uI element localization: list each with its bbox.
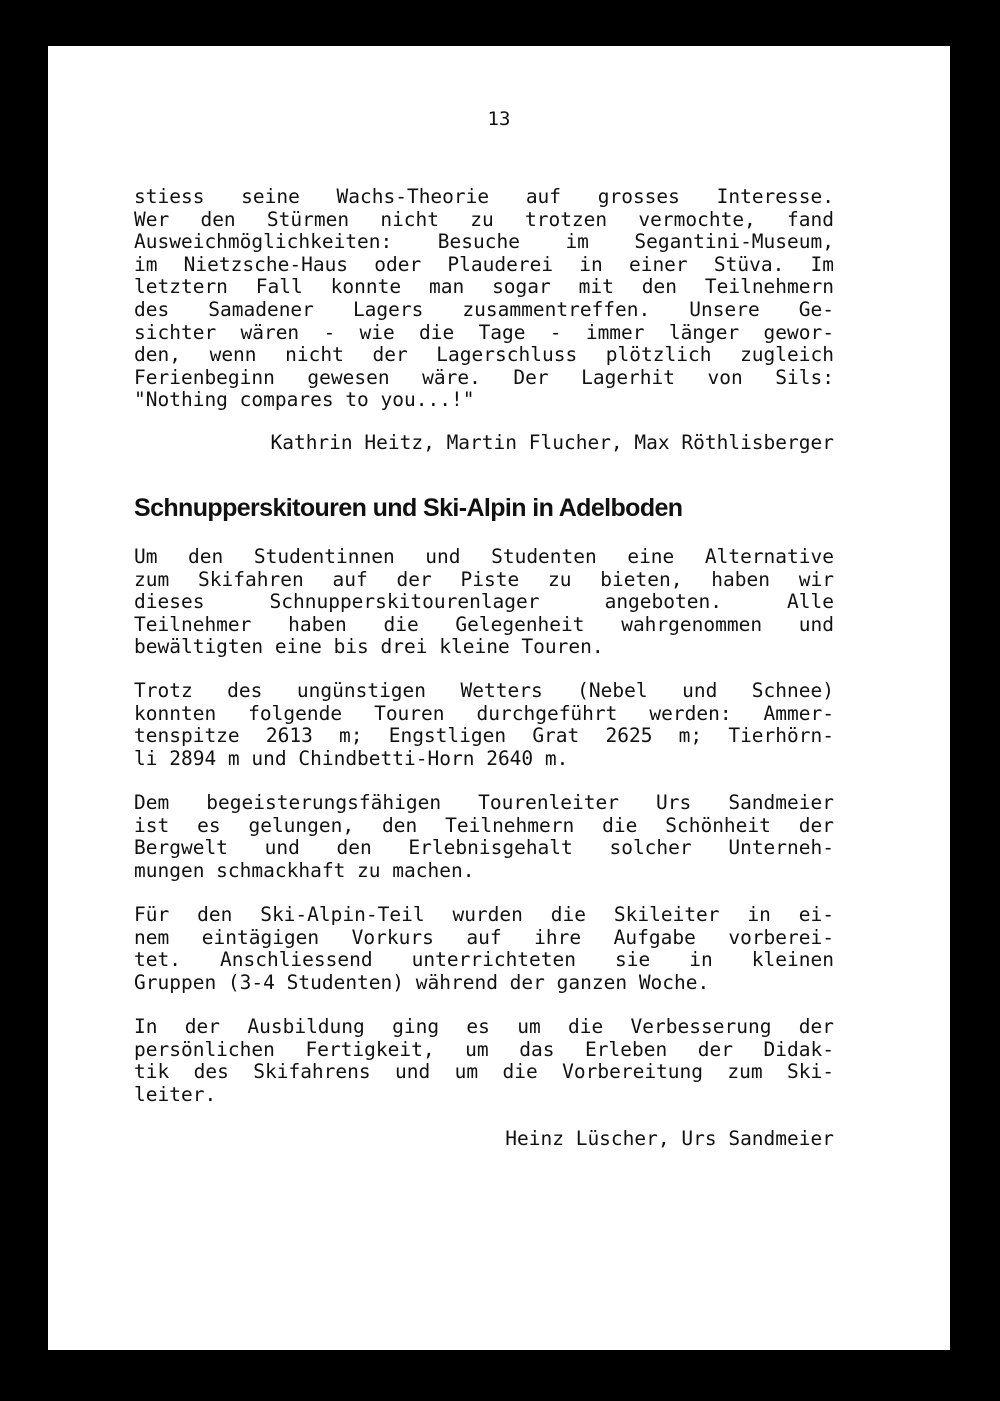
text-line: dieses Schnupperskitourenlager angeboten. Alle [134,591,834,614]
text-line: Ausweichmöglichkeiten: Besuche im Segantini-Museum, [134,231,834,254]
text-line: sichter wären - wie die Tage - immer länger gewor- [134,321,834,344]
text-line: bewältigten eine bis drei kleine Touren. [134,636,604,659]
text-line: ist es gelungen, den Teilnehmern die Schönheit der [134,814,834,837]
text-line: tet. Anschliessend unterrichteten sie in kleinen [134,949,834,972]
text-line: persönlichen Fertigkeit, um das Erleben der Didak- [134,1038,834,1061]
text-line: tik des Skifahrens und um die Vorbereitung zum Ski- [134,1061,834,1084]
body-paragraph [134,680,834,770]
text-line: Bergwelt und den Erlebnisgehalt solcher Unterneh- [134,837,834,860]
document-page [48,46,950,1350]
body-paragraph [134,792,834,882]
text-line: den, wenn nicht der Lagerschluss plötzlich zugleich [134,344,834,367]
text-line: tenspitze 2613 m; Engstligen Grat 2625 m; Tierhörn- [134,725,834,748]
text-line: leiter. [134,1083,217,1106]
section-heading: Schnupperskitouren und Ski-Alpin in Adelboden [134,494,683,522]
body-paragraph [134,1016,834,1106]
body-paragraph [134,904,834,994]
page-number: 13 [487,108,511,130]
text-line: nem eintägigen Vorkurs auf ihre Aufgabe vorberei- [134,926,834,949]
text-line: im Nietzsche-Haus oder Plauderei in einer Stüva. Im [134,253,834,276]
text-line: In der Ausbildung ging es um die Verbesserung der [134,1016,834,1038]
text-line: letztern Fall konnte man sogar mit den Teilnehmern [134,276,834,299]
body-paragraph [134,546,834,659]
text-line: li 2894 m und Chindbetti-Horn 2640 m. [134,747,569,770]
text-line: Trotz des ungünstigen Wetters (Nebel und Schnee) [134,680,834,702]
author-signature: Heinz Lüscher, Urs Sandmeier [505,1127,834,1150]
text-line: Für den Ski-Alpin-Teil wurden die Skileiter in ei- [134,904,834,926]
text-line: Teilnehmer haben die Gelegenheit wahrgenommen und [134,613,834,636]
text-line: Dem begeisterungsfähigen Tourenleiter Urs Sandmeier [134,792,834,814]
text-line: mungen schmackhaft zu machen. [134,859,475,882]
text-line: "Nothing compares to you...!" [134,389,475,412]
text-line: Um den Studentinnen und Studenten eine Alternative [134,546,834,568]
text-line: Ferienbeginn gewesen wäre. Der Lagerhit von Sils: [134,366,834,389]
text-line: Wer den Stürmen nicht zu trotzen vermochte, fand [134,208,834,231]
text-line: konnten folgende Touren durchgeführt werden: Ammer- [134,702,834,725]
text-line: stiess seine Wachs-Theorie auf grosses Interesse. [134,186,834,208]
text-line: zum Skifahren auf der Piste zu bieten, haben wir [134,568,834,591]
text-line: des Samadener Lagers zusammentreffen. Unsere Ge- [134,298,834,321]
author-signature: Kathrin Heitz, Martin Flucher, Max Röthlisberger [270,431,834,454]
text-line: Gruppen (3-4 Studenten) während der ganzen Woche. [134,971,710,994]
intro-paragraph [134,186,834,412]
